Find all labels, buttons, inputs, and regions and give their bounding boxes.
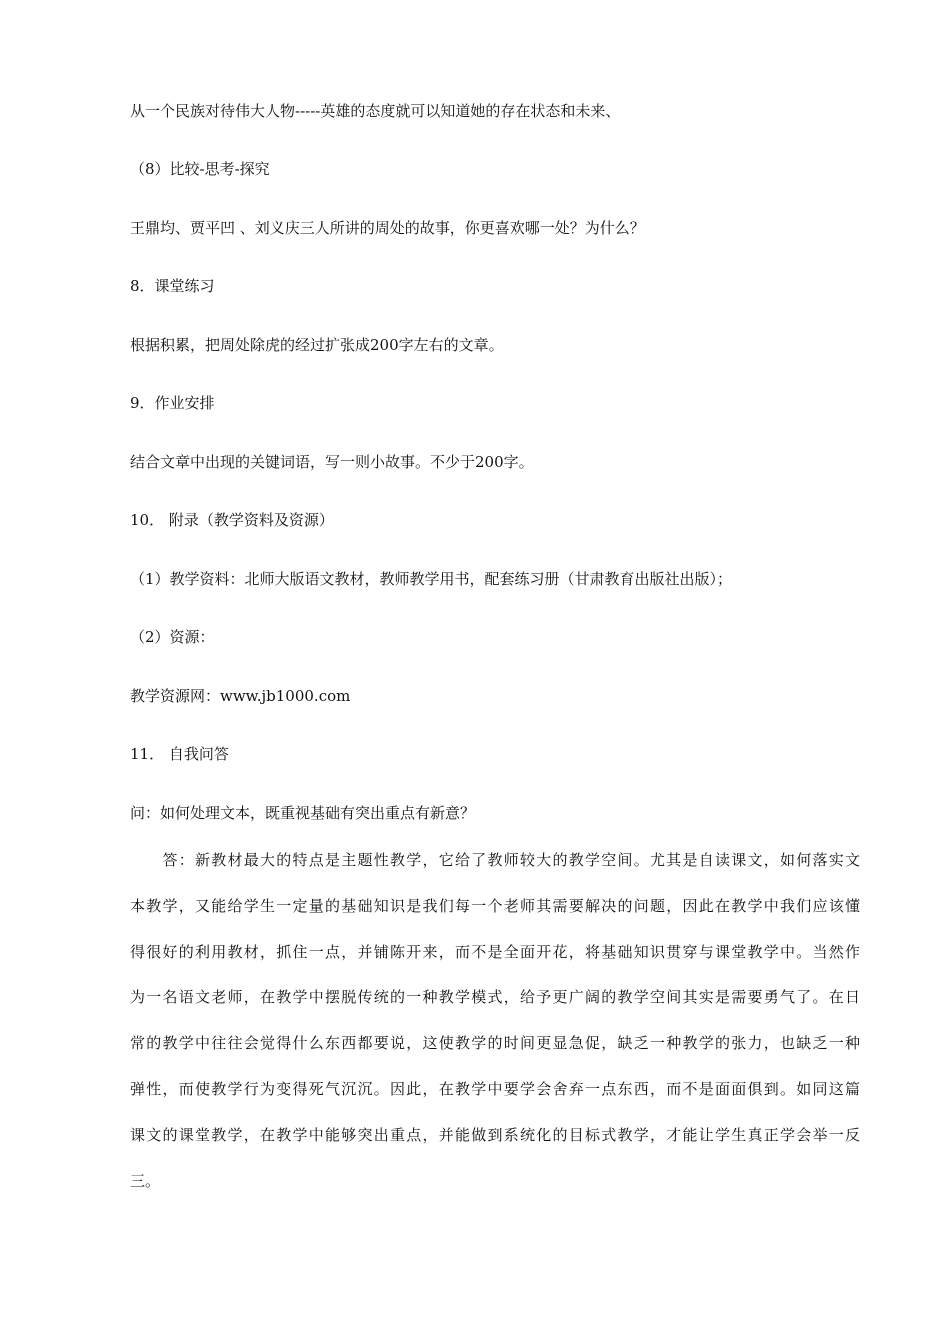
text-line-question: 王鼎均、贾平凹 、刘义庆三人所讲的周处的故事，你更喜欢哪一处？为什么？: [130, 219, 645, 237]
text-line-practice: 根据积累，把周处除虎的经过扩张成200字左右的文章。: [130, 336, 504, 354]
answer-line: 答：新教材最大的特点是主题性教学，它给了教师较大的教学空间。尤其是自读课文，如何落实文: [130, 851, 860, 869]
answer-line: 弹性，而使教学行为变得死气沉沉。因此，在教学中要学会舍弃一点东西，而不是面面俱到。如同这篇: [130, 1079, 860, 1098]
section-heading-compare: （8）比较-思考-探究: [130, 160, 270, 178]
answer-line: 本教学，又能给学生一定量的基础知识是我们每一个老师其需要解决的问题，因此在教学中我们应该懂: [130, 896, 860, 915]
text-line-resources: （2）资源：: [130, 628, 215, 646]
section-heading-appendix: 10． 附录（教学资料及资源）: [130, 511, 334, 529]
section-heading-practice: 8．课堂练习: [130, 277, 215, 295]
text-line-materials: （1）教学资料：北师大版语文教材，教师教学用书，配套练习册（甘肃教育出版社出版）；: [130, 570, 733, 588]
text-line-question-prompt: 问：如何处理文本，既重视基础有突出重点有新意？: [130, 804, 476, 822]
text-line-website: 教学资源网：www.jb1000.com: [130, 687, 351, 705]
answer-line: 课文的课堂教学，在教学中能够突出重点，并能做到系统化的目标式教学，才能让学生真正学会举一反: [130, 1125, 860, 1144]
answer-line: 常的教学中往往会觉得什么东西都要说，这使教学的时间更显急促，缺乏一种教学的张力，也缺乏一种: [130, 1034, 860, 1053]
answer-line: 三。: [130, 1171, 161, 1190]
section-heading-homework: 9．作业安排: [130, 394, 215, 412]
answer-line: 得很好的利用教材，抓住一点，并铺陈开来，而不是全面开花，将基础知识贯穿与课堂教学中。当然作: [130, 942, 860, 961]
text-line-homework: 结合文章中出现的关键词语，写一则小故事。不少于200字。: [130, 453, 534, 471]
text-line-heroes: 从一个民族对待伟大人物-----英雄的态度就可以知道她的存在状态和未来、: [130, 102, 621, 120]
answer-line: 为一名语文老师，在教学中摆脱传统的一种教学模式，给予更广阔的教学空间其实是需要勇气了。在日: [130, 988, 860, 1007]
section-heading-self-qa: 11． 自我问答: [130, 745, 229, 763]
answer-paragraph: [130, 850, 860, 1216]
